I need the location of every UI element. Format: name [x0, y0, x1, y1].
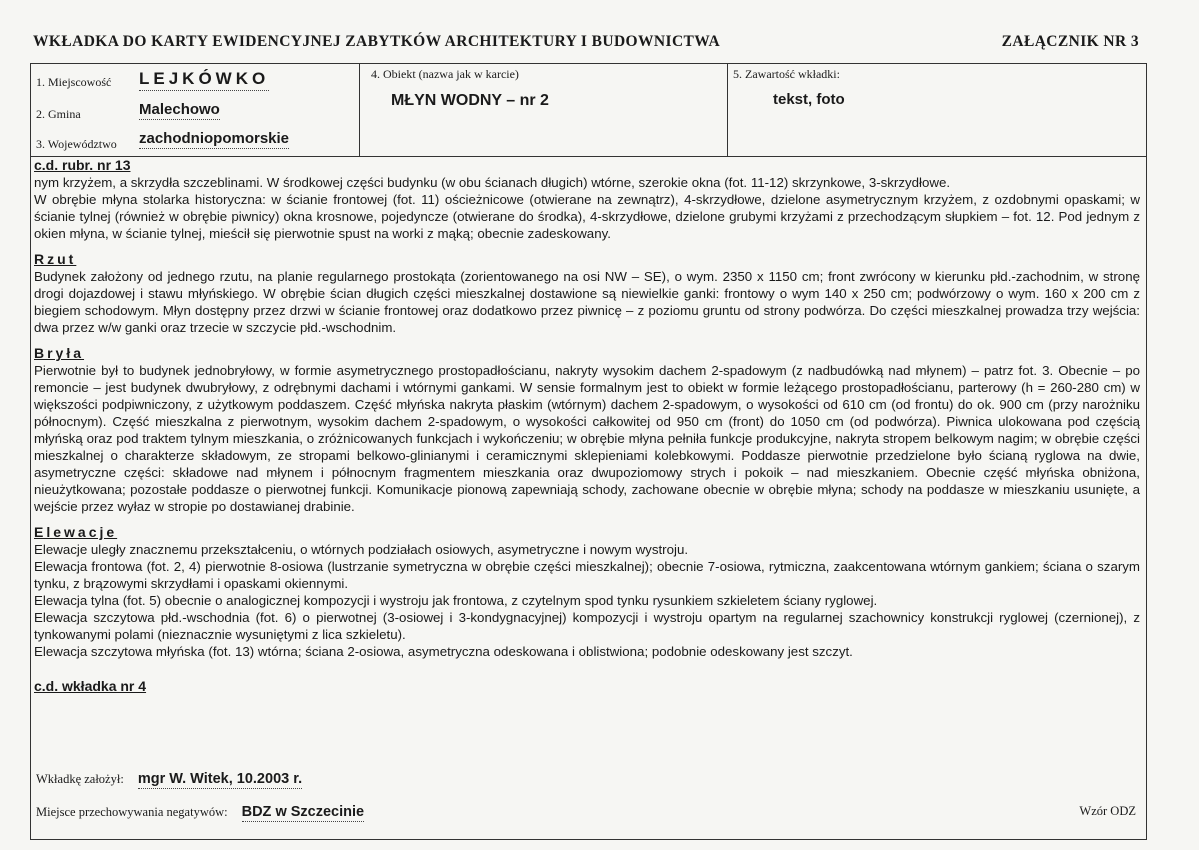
author-value: mgr W. Witek, 10.2003 r.: [137, 771, 303, 787]
author-label: Wkładkę założył:: [36, 772, 124, 786]
continuation-paragraph-2: W obrębie młyna stolarka historyczna: w ścianie frontowej (fot. 11) ościeżnicowe (otwierane na zewnątrz), 4-skrzydłowe, dzielone asymetrycznym krzyżem, z ozdobnymi opaskami; w ścianie tylnej (również w obrębie piwnicy) okna krosnowe, pojedyncze (otwierane do środka), 4-skrzydłowe, dzielone grubymi krzyżami z przechodzącym słupkiem – fot. 12. Pod jednym z okien młyna, w ścianie tylnej, mieścił się pierwotnie spust na worki z mąką; obecnie zadeskowany.: [34, 192, 1140, 241]
miejscowosc-value: LEJKÓWKO: [139, 69, 269, 91]
gmina-value: Malechowo: [139, 101, 220, 118]
object-column: [359, 64, 728, 156]
identification-grid: [31, 64, 1146, 157]
section-heading-continuation: c.d. rubr. nr 13: [34, 157, 131, 173]
elewacje-line-4: Elewacja szczytowa płd.-wschodnia (fot. 6) o pierwotnej (3-osiowej i 3-kondygnacyjnej) kompozycji i wystroju opartym na regularnej szachownicy konstrukcji ryglowej (czernionej), z tynkowanymi polami (nieznacznie wysuniętymi z lica szkieletu).: [34, 610, 1140, 642]
elewacje-line-3: Elewacja tylna (fot. 5) obecnie o analogicznej kompozycji i wystroju jak frontowa, z czytelnym spod tynku rysunkiem szkieletem ściany ryglowej.: [34, 593, 878, 608]
zawartosc-value: tekst, foto: [773, 91, 845, 108]
document-body: [34, 157, 1140, 695]
document-header: [33, 33, 1139, 53]
next-insert-note: c.d. wkładka nr 4: [34, 678, 147, 694]
elewacje-line-1: Elewacje uległy znacznemu przekształceniu, o wtórnych podziałach osiowych, asymetryczne i nowym wystroju.: [34, 542, 689, 557]
document-title: WKŁADKA DO KARTY EWIDENCYJNEJ ZABYTKÓW ARCHITEKTURY I BUDOWNICTWA: [33, 33, 721, 50]
miejscowosc-label: 1. Miejscowość: [36, 75, 112, 89]
rzut-paragraph: Budynek założony od jednego rzutu, na planie regularnego prostokąta (zorientowanego na osi NW – SE), o wym. 2350 x 1150 cm; front zwrócony w kierunku płd.-zachodnim, w stronę drogi dojazdowej i stawu młyńskiego. W obrębie ścian długich części mieszkalnej dostawione są niewielkie ganki: frontowy o wym 140 x 250 cm; podwórzowy o wym. 160 x 200 cm z biegiem schodowym. Młyn dostępny przez drzwi w ścianie frontowej oraz dodatkowo przez piwnicę – z poziomu gruntu od strony podwórza. Do części mieszkalnej prowadza trzy wejścia: dwa przez w/w ganki oraz trzecie w szczycie płd.-wschodnim.: [34, 269, 1140, 335]
continuation-paragraph-1: nym krzyżem, a skrzydła szczeblinami. W środkowej części budynku (w obu ścianach długich) wtórne, szerokie okna (fot. 11-12) skrzynkowe, 3-skrzydłowe.: [34, 175, 951, 190]
elewacje-line-5: Elewacja szczytowa młyńska (fot. 13) wtórna; ściana 2-osiowa, asymetryczna odeskowana i oblistwiona; podobnie odeskowany jest szczyt.: [34, 644, 853, 659]
obiekt-value: MŁYN WODNY – nr 2: [391, 92, 549, 109]
form-template-label: Wzór ODZ: [1079, 804, 1136, 818]
storage-line: [36, 804, 364, 820]
obiekt-label: 4. Obiekt (nazwa jak w karcie): [371, 67, 519, 81]
annex-label: ZAŁĄCZNIK NR 3: [1001, 33, 1139, 50]
form-frame: [30, 63, 1147, 840]
author-line: [36, 771, 302, 787]
section-heading-rzut: Rzut: [34, 251, 77, 267]
location-column: [31, 64, 360, 156]
zawartosc-label: 5. Zawartość wkładki:: [733, 67, 840, 81]
elewacje-line-2: Elewacja frontowa (fot. 2, 4) pierwotnie 8-osiowa (lustrzanie symetryczna w obrębie części mieszkalnej); obecnie 7-osiowa, rytmiczna, zaakcentowana wtórnym gankiem; ściana o szarym tynku, z brązowymi skrzydłami i opaskami okiennymi.: [34, 559, 1140, 591]
storage-label: Miejsce przechowywania negatywów:: [36, 805, 228, 819]
storage-value: BDZ w Szczecinie: [241, 804, 365, 820]
section-heading-bryla: Bryła: [34, 345, 85, 361]
section-heading-elewacje: Elewacje: [34, 524, 118, 540]
gmina-label: 2. Gmina: [36, 107, 81, 121]
wojewodztwo-value: zachodniopomorskie: [139, 130, 290, 147]
bryla-paragraph: Pierwotnie był to budynek jednobryłowy, w formie asymetrycznego prostopadłościanu, nakryty wysokim dachem 2-spadowym (z nadbudówką nad młynem) – patrz fot. 3. Obecnie – po remoncie – jest budynek dwubryłowy, z odrębnymi dachami i wtórnymi gankami. W sensie formalnym jest to obiekt w formie leżącego prostopadłościanu, parterowy (h = 260-280 cm) w większości podpiwniczony, z użytkowym poddaszem. Część młyńska nakryta płaskim (wtórnym) dachem 2-spadowym, o wysokości od 610 cm (od frontu) do ok. 900 cm (przy narożniku północnym). Część mieszkalna z pierwotnym, wysokim dachem 2-spadowym, o wysokości całkowitej od 950 cm (front) do 1050 cm (od podwórza). Piwnica ulokowana pod częścią młyńską oraz pod traktem tylnym mieszkania, o zróżnicowanych funkcjach i wykończeniu; w obrębie młyna pełniła funkcje produkcyjne, nakryta stropem belkowym nagim; w obrębie części mieszkalnej o charakterze składowym, ze stropami belkowo-glinianymi i ceramicznymi sklepieniami kolebkowymi. Poddasze pierwotnie przedzielone było ścianą ryglowa na dwie, asymetryczne części: składowe nad młynem i północnym fragmentem mieszkania oraz dwupoziomowy strych i pokoik – nad mieszkaniem. Obecnie część młyńska obniżona, nieużytkowana; pozostałe poddasze o pierwotnej funkcji. Komunikacje pionową zapewniają schody, zachowane obecnie w obrębie młyna; schody na poddasze w mieszkaniu usunięte, a wejście przez wyłaz w stropie po dostawianej drabinie.: [34, 363, 1140, 514]
wojewodztwo-label: 3. Województwo: [36, 137, 117, 151]
contents-column: [727, 64, 1146, 156]
